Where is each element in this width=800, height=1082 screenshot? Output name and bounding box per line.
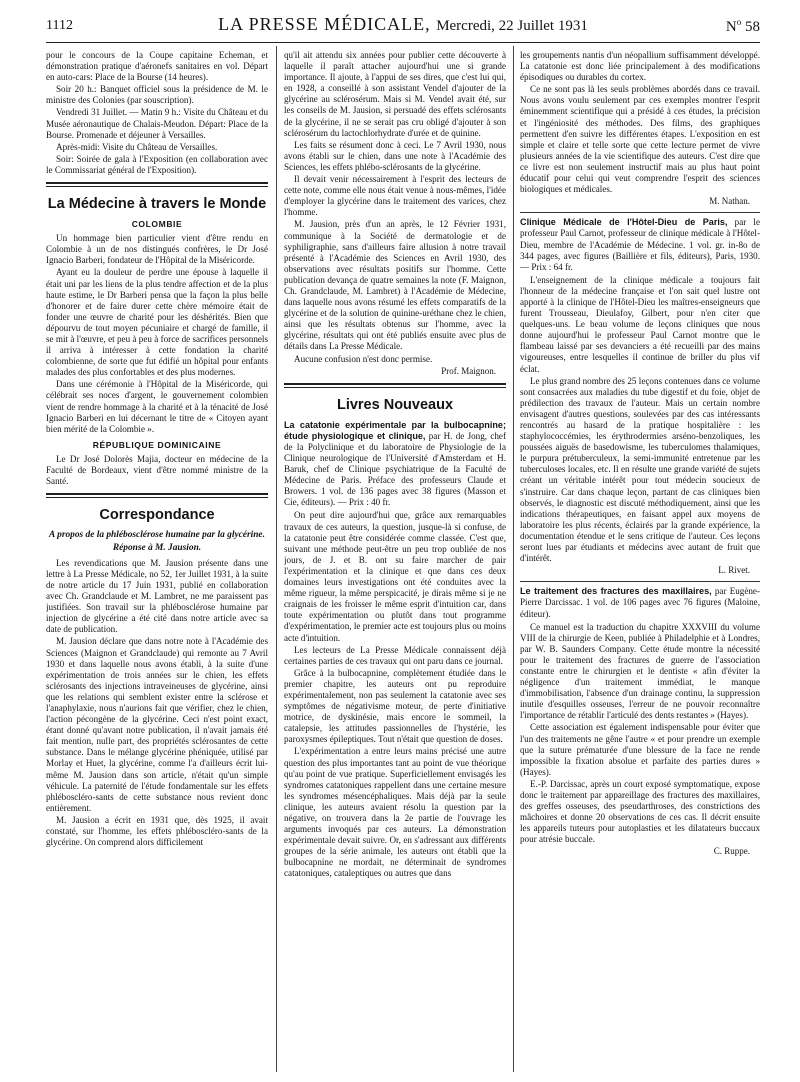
column-rule-2: [513, 46, 514, 1072]
issue-date: Mercredi, 22 Juillet 1931: [436, 18, 588, 34]
signature-rivet: L. Rivet.: [718, 565, 750, 576]
section-rule: [284, 383, 506, 385]
header-rule: [46, 42, 760, 43]
subsection-colombie: COLOMBIE: [131, 219, 183, 230]
intro-para-5: Soir: Soirée de gala à l'Exposition (en collaboration avec le Commissariat général de l'Exposition).: [46, 153, 268, 175]
book-title-catatonie: La catatonie expérimentale par la bulbocapnine; étude physiologique et clinique,: [284, 419, 506, 441]
corr-cont-para-1: qu'il ait attendu six années pour publier cette découverte à laquelle il paraît attacher aujourd'hui une si grande importance. Il ajoute, à l'appui de ses dires, que c'est lui qui, en 1928, a conseillé à son assistant Vendel d'ajouter de la glycérine au sclérosérum. Mais si M. Vendel avait été, sur les conseils de M. Jausion, si persuadé des effets sclérosants de la glycérine, il ne se serait pas cru obligé d'ajouter à son sclérosérum du lactochlorhydrate d'urée et de quinine.: [284, 50, 506, 138]
section-title-livres: Livres Nouveaux: [336, 396, 454, 413]
section-rule: [46, 493, 268, 495]
corr-para-2: M. Jausion déclare que dans notre note à l'Académie des Sciences (Maignon et Grandclaude) qui remonte au 7 Avril 1930 et dans laquelle nous avons établi, à la suite d'une expérimentation de trois années sur le chien, les effets sclérosants des injections intraveineuses de glycérine, ainsi que les relations qui semblent exister entre la sclérose et l'anaphylaxie, nous n'aurions fait que vérifier, chez le chien, l'action pécongène de la glycérine. Ceci n'est point exact, étant donné qu'avant notre publication, il n'avait jamais été fait mention, nulle part, des propriétés sclérosantes de cette substance. Dans le mélange glycérine phéniquée, utilisé par Morlay et Huet, la glycérine, comme l'a d'ailleurs écrit lui-même M. Jausion dans son article, n'était qu'un simple véhicule. La paternité de l'étude fondamentale sur les effets phléboscléro-sants de cette substance nous revient donc entièrement.: [46, 636, 268, 813]
subsection-dominicaine: RÉPUBLIQUE DOMINICAINE: [92, 439, 222, 450]
page-number: 1112: [46, 18, 73, 33]
corr-para-1: Les revendications que M. Jausion présente dans une lettre à La Presse Médicale, no 52, 1er Juillet 1931, à la suite de notre article du 17 Juin 1931, publié en collaboration avec Ch. Grandclaude et M. Lambret, ne me paraissent pas justifiées. Son travail sur la phlébosclérose humaine par injection de glycérine a été cité dans notre article avec sa date de publication.: [46, 557, 268, 635]
intro-para-1: pour le concours de la Coupe capitaine Echeman, et démonstration pratique d'aéronefs sanitaires en vol. Départ en auto-cars: Place de la Bourse (14 heures).: [46, 50, 268, 83]
colombie-para-2: Ayant eu la douleur de perdre une épouse à laquelle il était uni par les liens de la plus tendre affection et de la plus haute estime, le Dr Barberi pensa que la façon la plus belle d'honorer et de faire durer cette chère mémoire était de fonder une œuvre de charité pour les déshérités. Bien que dépourvu de tout moyen pécuniaire et chargé de famille, il se mit à l'œuvre, et peu à peu à force de sacrifices personnels il arriva à intéresser à cette fondation la charité colombienne, de sorte que fut édifié un hôpital pour enfants malades des plus confortables et des plus modernes.: [46, 267, 268, 378]
column-rule-1: [276, 46, 277, 1072]
book-entry-catatonie: [284, 420, 506, 509]
book1-para-3: Grâce à la bulbocapnine, complètement étudiée dans le premier chapitre, les auteurs ont pu reproduire expérimentalement, non pas seulement la catatonie avec ses symptômes de négativisme moteur, de perte d'initiative motrice, de dyskinésie, mais encore le sommeil, la catalepsie, les attitudes passionnelles de l'hystérie, les paroxysmes épileptiques. Tout n'était que question de doses.: [284, 667, 506, 745]
intro-para-2: Soir 20 h.: Banquet officiel sous la présidence de M. le ministre des Colonies (par souscription).: [46, 84, 268, 106]
section-rule: [46, 182, 268, 184]
page-header: [46, 14, 760, 36]
issue-number-value: 58: [745, 19, 760, 35]
book3-para-1: Ce manuel est la traduction du chapitre XXXVIII du volume VIII de la chirurgie de Keen, publiée à Philadelphie et à Londres, par W. B. Saunders Company. Cette étude montre la nécessité pour le traitement des fractures de guerre de l'association constante entre le chirurgien et le dentiste « afin d'éviter la négligence d'un traitement immédiat, le manque d'immobilisation, l'absence d'un drainage continu, la suppression inutile d'esquilles osseuses, l'erreur de ne pouvoir reconnaître l'importance de rétablir l'articulé des dents restantes » (Hayes).: [520, 621, 760, 721]
book3-para-3: E.-P. Darcissac, après un court exposé symptomatique, expose donc le traitement par appareillage des fractures des maxillaires, des greffes osseuses, des pseudarthroses, des constrictions des mâchoires et donne 20 observations de ces cas. Il décrit ensuite les appareils tuteurs pour autoplasties et les dilatateurs buccaux pour atrésie buccale.: [520, 778, 760, 845]
journal-title: [46, 14, 760, 35]
issue-prefix: N: [725, 19, 737, 35]
column-right: [520, 50, 760, 1072]
signature-nathan: M. Nathan.: [709, 196, 750, 207]
issue-sup: o: [736, 17, 742, 27]
section-title-medecine: La Médecine à travers le Monde: [47, 196, 267, 213]
book-details-clinique: par le professeur Paul Carnot, professeur de clinique médicale à l'Hôtel-Dieu, membre de l'Académie de Médecine. 1 vol. gr. in-8o de 344 pages, avec figures (Baillière et fils, éditeurs), Paris, 1930. — Prix : 64 fr.: [520, 217, 760, 272]
book-entry-fractures: [520, 586, 760, 619]
book2-para-1: L'enseignement de la clinique médicale a toujours fait l'honneur de la médecine française et l'on sait quel lustre ont apporté à la clinique de l'Hôtel-Dieu les maîtres-enseigneurs que furent Trousseau, Dieulafoy, Gilbert, pour n'en citer que quelques-uns. Le beau volume de leçons cliniques que nous donne aujourd'hui le professeur Paul Carnot montre que le flambeau laissé par ses devanciers a été recueilli par des mains vigoureuses, entre lesquelles il continue de briller du plus vif éclat.: [520, 274, 760, 374]
dominicaine-para: Le Dr José Dolorès Majia, docteur en médecine de la Faculté de Bordeaux, vient d'être nommé ministre de la Santé.: [46, 453, 268, 487]
book1-cont-para-2: Ce ne sont pas là les seuls problèmes abordés dans ce travail. Nous avons voulu seulement par ces exemples montrer l'esprit éminemment scientifique qui a présidé à ces études, la précision et l'ingéniosité des méthodes. Des films, des graphiques permettent d'en suivre les différentes étapes. L'exposition en est simple et claire et telle sorte que cette lecture permet de vivre plusieurs années de la vie scientifique des auteurs. C'est dire que ce livre est non seulement instructif mais au plus haut point éducatif pour celui qui veut comprendre l'esprit des sciences biologiques et médicales.: [520, 84, 760, 195]
colombie-para-3: Dans une cérémonie à l'Hôpital de la Miséricorde, qui célébrait ses noces d'argent, le gouvernement colombien vient de rendre hommage à la charité et à la ténacité de José Ignacio Barberi en lui décernant le titre de « Citoyen ayant bien mérité de la Colombie ».: [46, 379, 268, 434]
book-details-fractures: par Eugène-Pierre Darcissac. 1 vol. de 106 pages avec 76 figures (Maloine, éditeur).: [520, 586, 760, 619]
corr-cont-para-3: Il devait venir nécessairement à l'esprit des lecteurs de cette note, comme elle nous était venue à nous-mêmes, l'idée d'employer la glycérine dans le traitement des varices, chez l'homme.: [284, 174, 506, 218]
correspondance-article-title: A propos de la phlébosclérose humaine par la glycérine.: [49, 530, 265, 541]
section-rule-thin: [46, 497, 268, 498]
section-rule-thin: [284, 387, 506, 388]
correspondance-article-subtitle: Réponse à M. Jausion.: [112, 542, 202, 553]
corr-cont-para-5: Aucune confusion n'est donc permise.: [294, 353, 433, 364]
book3-para-2: Cette association est également indispensable pour éviter que l'un des traitements ne gêne l'autre « et pour prendre un exemple que la suture prématurée d'une blessure de la face ne rende impossible la fixation absolue et parfaite des parties dures » (Hayes).: [520, 722, 760, 777]
colombie-para-1: Un hommage bien particulier vient d'être rendu en Colombie à un de nos distingués confrères, le Dr José Ignacio Barberi, fondateur de l'Hôpital de la Miséricorde.: [46, 233, 268, 266]
book-separator: [520, 581, 760, 582]
issue-number: [726, 17, 760, 36]
corr-para-3: M. Jausion a écrit en 1931 que, dès 1925, il avait constaté, sur l'homme, les effets phléboscléro-sants de la glycérine. On comprend alors difficilement: [46, 814, 268, 848]
signature-ruppe: C. Ruppe.: [713, 846, 750, 857]
section-title-correspondance: Correspondance: [99, 507, 215, 524]
book1-para-4: L'expérimentation a entre leurs mains précisé une autre question des plus importantes tant au point de vue théorique qu'au point de vue pratique. Superficiellement envisagés les syndromes catatoniques rappellent dans une certaine mesure les syndromes mésencéphaliques. Mais déjà par la seule clinique, les auteurs avaient résolu la question par la négative, on trouvera dans la 2e partie de l'ouvrage les arguments invoqués par ces auteurs. La démonstration expérimentale devait suivre. Or, en s'adressant aux différents groupes de la série animale, les auteurs ont établi que la bulbocapnine ne mordait, ne déterminait de syndromes catatoniques, cataleptiques ou autres que dans: [284, 746, 506, 879]
book-title-clinique: Clinique Médicale de l'Hôtel-Dieu de Paris,: [520, 217, 728, 228]
book1-para-1: On peut dire aujourd'hui que, grâce aux remarquables travaux de ces auteurs, la question, jusque-là si confuse, de la catatonie peut être considérée comme classée. C'est que, suivant une méthode peut-être un peu trop oubliée de nos jours, de J. et B. ont su faire marcher de pair l'expérimentation et la clinique et que dans ces deux domaines leurs investigations ont été conduites avec la même rigueur, la même perspicacité, je dirais même si je ne craignais de les froisser le même esprit d'intuition car, dans toute expérimentation ou plutôt dans tout programme d'expérimentation, le premier acte est toujours plus ou moins acte d'intuition.: [284, 510, 506, 643]
section-rule-thin: [46, 186, 268, 187]
book2-para-2: Le plus grand nombre des 25 leçons contenues dans ce volume sont consacrées aux maladies du tube digestif et du foie, objet de prédilection des travaux de l'auteur. Mais un certain nombre envisagent d'autres questions, soulevées par des cas intéressants rencontrés au hasard de la pratique hospitalière : les staphylococcémies, les érythrodermies arséno-benzoliques, les poussées aiguës de basedowisme, les tuberculomes thalamiques, le purpura prétuberculeux, la semi-immunité entretenue par les tuberculoses locales, etc. Il en résulte une grande variété de sujets créant un véritable intérêt pour tout médecin soucieux de s'instruire. Car dans chaque leçon, partant de cas cliniques bien observés, le diagnostic est discuté méthodiquement, ainsi que les indications thérapeutiques, en faisant appel aux moyens de laboratoire les plus récents, éclairés par la grande expérience, la documentation étendue et le sens critique de l'auteur. Ces leçons seront lues par étudiants et médecins avec autant de fruit que d'intérêt.: [520, 375, 760, 564]
intro-para-4: Après-midi: Visite du Château de Versailles.: [56, 141, 218, 152]
book-title-fractures: Le traitement des fractures des maxillaires,: [520, 586, 712, 597]
signature-maignon: Prof. Maignon.: [441, 365, 496, 376]
journal-name: LA PRESSE MÉDICALE,: [218, 14, 431, 34]
column-left: [46, 50, 268, 1072]
book1-para-2: Les lecteurs de La Presse Médicale connaissent déjà certaines parties de ces travaux qui ont paru dans ce journal.: [284, 644, 506, 666]
column-middle: [284, 50, 506, 1072]
book-entry-clinique: [520, 217, 760, 272]
book1-cont-para-1: les groupements nantis d'un néopallium suffisamment développé. La catatonie est donc liée principalement à des modifications épisodiques ou durables du cortex.: [520, 50, 760, 83]
corr-cont-para-4: M. Jausion, près d'un an après, le 12 Février 1931, communique à la Société de dermatologie et de syphiligraphie, sans d'ailleurs faire allusion à notre travail présenté à l'Académie des Sciences en Avril 1930, des observations avec résultats positifs sur l'homme. Cette publication devança de quatre semaines la note (F. Maignon, Ch. Grandclaude, M. Lambret) à l'Académie de Médecine, dans laquelle nous avons résumé les effets comparatifs de la glycérine et de la solution de quinine-uréthane chez le chien, ainsi que les résultats obtenus sur l'homme, avec la glycérine, résultats qui ont été publiés ensuite avec plus de détails dans La Presse Médicale.: [284, 219, 506, 352]
corr-cont-para-2: Les faits se résument donc à ceci. Le 7 Avril 1930, nous avons établi sur le chien, dans une note à l'Académie des Sciences, les effets phlébo-sclérosants de la glycérine.: [284, 139, 506, 172]
book-details-catatonie: par H. de Jong, chef de la Polyclinique et du laboratoire de Physiologie de la Clinique neurologique de l'Université d'Amsterdam et H. Baruk, chef de Clinique psychiatrique de la Faculté de Médecine de Paris. Préface des professeurs Claude et Browers. 1 vol. de 136 pages avec 38 figures (Masson et Cie, éditeurs). — Prix : 40 fr.: [284, 430, 506, 508]
intro-para-3: Vendredi 31 Juillet. — Matin 9 h.: Visite du Château et du Musée aéronautique de Chalais-Meudon. Départ: Place de la Bourse. Promenade et déjeuner à Versailles.: [46, 107, 268, 140]
book-separator: [520, 212, 760, 213]
